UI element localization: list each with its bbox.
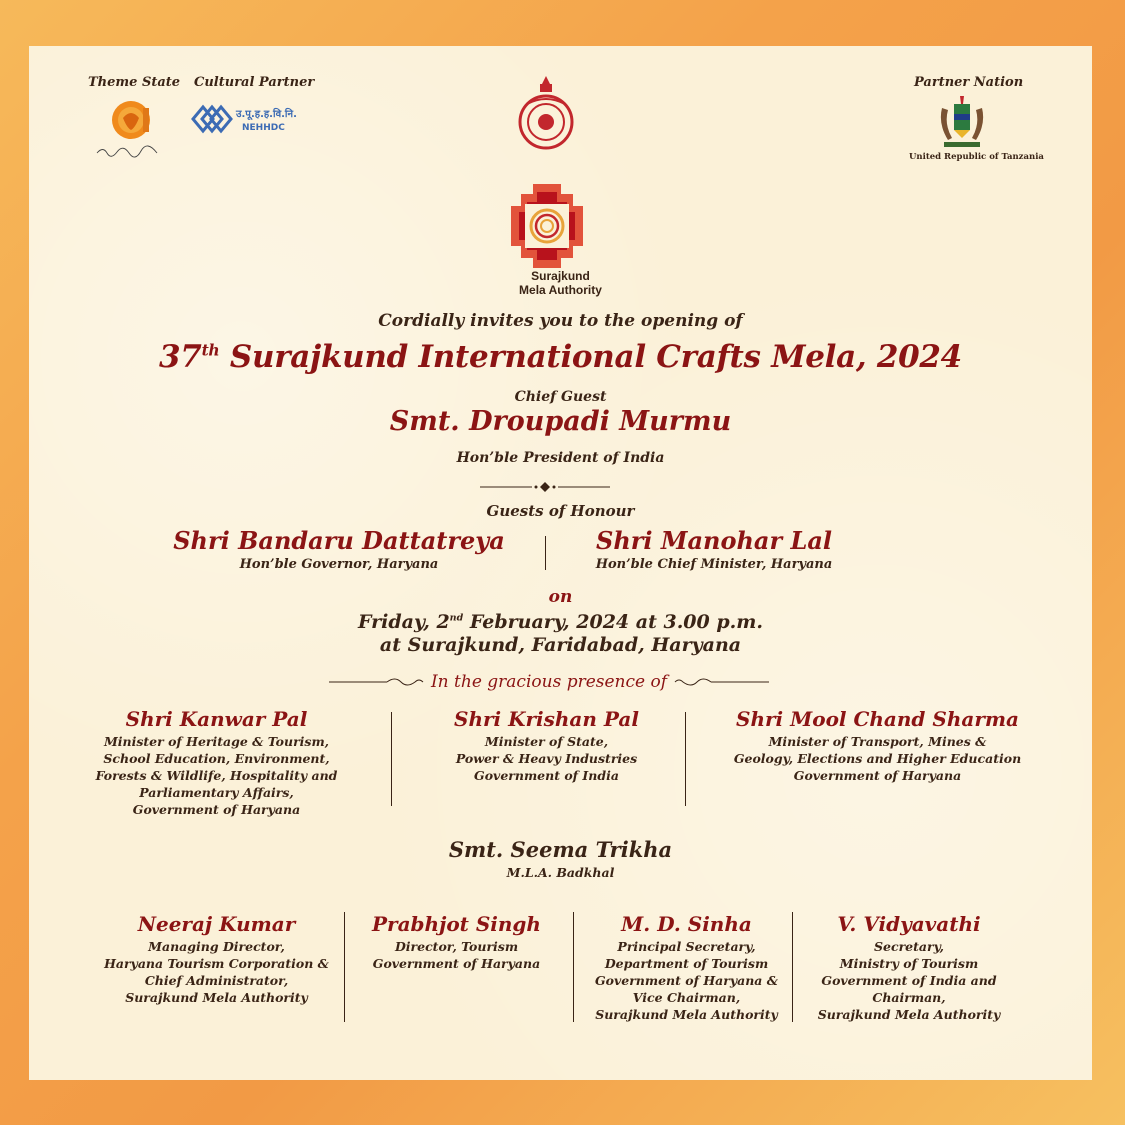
role-line: Forests & Wildlife, Hospitality and: [95, 768, 338, 783]
invitation-card: [29, 46, 1092, 1080]
role-line: Principal Secretary,: [617, 939, 756, 954]
role-line: Chairman,: [872, 990, 946, 1005]
guests-of-honour-label: Guests of Honour: [486, 502, 635, 520]
cultural-partner-label: Cultural Partner: [194, 75, 315, 90]
date-ordinal: nd: [449, 612, 464, 624]
divider-line: [545, 536, 546, 570]
guest-of-honour-2: [569, 526, 859, 572]
role-line: School Education, Environment,: [103, 751, 330, 766]
event-number: 37: [159, 339, 202, 375]
theme-state-label: Theme State: [88, 75, 181, 90]
official-3: [589, 910, 784, 1023]
minister-1: [89, 705, 344, 818]
official-role: [589, 938, 784, 1023]
role-line: Minister of Transport, Mines &: [768, 734, 987, 749]
minister-name: Shri Kanwar Pal: [125, 707, 308, 731]
minister-role: [429, 733, 664, 784]
role-line: Vice Chairman,: [632, 990, 741, 1005]
official-role: [359, 938, 554, 972]
divider-line: [344, 912, 345, 1022]
tanzania-coat-of-arms-icon: [934, 94, 990, 150]
divider-line: [391, 712, 392, 806]
role-line: Surajkund Mela Authority: [125, 990, 308, 1005]
partner-nation-name: United Republic of Tanzania: [909, 152, 1044, 162]
role-line: Government of Haryana: [132, 802, 301, 817]
mla-name: Smt. Seema Trikha: [448, 837, 673, 862]
role-line: Ministry of Tourism: [839, 956, 979, 971]
minister-role: [705, 733, 1050, 784]
role-line: Parliamentary Affairs,: [139, 785, 294, 800]
role-line: Government of Haryana: [793, 768, 962, 783]
partner-nation-label: Partner Nation: [914, 75, 1024, 90]
role-line: Government of India and: [821, 973, 997, 988]
presence-divider: [329, 672, 769, 694]
official-name: Neeraj Kumar: [137, 912, 296, 936]
date-rest: February, 2024 at 3.00 p.m.: [463, 611, 763, 633]
role-line: Secretary,: [873, 939, 944, 954]
guest-of-honour-title: Hon’ble Chief Minister, Haryana: [595, 557, 833, 572]
official-name: Prabhjot Singh: [372, 912, 541, 936]
authority-line-1: Surajkund: [531, 269, 590, 283]
divider-line: [685, 712, 686, 806]
minister-2: [429, 705, 664, 784]
minister-3: [705, 705, 1050, 784]
guest-of-honour-name: Shri Bandaru Dattatreya: [173, 526, 505, 555]
role-line: Managing Director,: [148, 939, 285, 954]
cultural-partner-hindi: उ.पू.ह.ह.वि.नि.: [236, 109, 297, 120]
official-4: [809, 910, 1009, 1023]
mla-title: M.L.A. Badkhal: [506, 865, 615, 880]
event-title: [29, 339, 1092, 375]
official-role: [809, 938, 1009, 1023]
chief-guest-label: Chief Guest: [514, 389, 607, 405]
role-line: Department of Tourism: [604, 956, 769, 971]
guest-of-honour-1: [149, 526, 529, 572]
surajkund-mela-authority-logo-icon: [503, 182, 591, 270]
haryana-emblem-icon: [517, 74, 575, 152]
gujarat-lion-logo-icon: [109, 98, 153, 142]
event-title-text: Surajkund International Crafts Mela, 2024: [229, 339, 962, 375]
role-line: Surajkund Mela Authority: [595, 1007, 778, 1022]
role-line: Minister of State,: [484, 734, 609, 749]
role-line: Power & Heavy Industries: [455, 751, 638, 766]
chief-guest-title: Hon’ble President of India: [456, 450, 665, 466]
guest-of-honour-name: Shri Manohar Lal: [595, 526, 832, 555]
divider-line: [573, 912, 574, 1022]
role-line: Government of Haryana &: [594, 973, 779, 988]
event-venue: at Surajkund, Faridabad, Haryana: [379, 634, 742, 656]
role-line: Government of India: [474, 768, 619, 783]
cultural-partner-abbr: NEHHDC: [242, 123, 285, 133]
role-line: Haryana Tourism Corporation &: [104, 956, 329, 971]
divider-line: [792, 912, 793, 1022]
authority-line-2: Mela Authority: [519, 283, 602, 297]
minister-name: Shri Mool Chand Sharma: [736, 707, 1019, 731]
official-role: [89, 938, 344, 1006]
role-line: Minister of Heritage & Tourism,: [103, 734, 330, 749]
official-2: [359, 910, 554, 972]
ornament-divider-icon: [480, 478, 610, 490]
official-name: M. D. Sinha: [621, 912, 752, 936]
presence-label: In the gracious presence of: [430, 672, 668, 692]
role-line: Government of Haryana: [372, 956, 541, 971]
minister-role: [89, 733, 344, 818]
event-ordinal: th: [201, 340, 220, 360]
role-line: Geology, Elections and Higher Education: [733, 751, 1022, 766]
official-1: [89, 910, 344, 1006]
date-on: on: [548, 587, 573, 607]
minister-name: Shri Krishan Pal: [454, 707, 639, 731]
chief-guest-name: Smt. Droupadi Murmu: [389, 406, 732, 437]
official-name: V. Vidyavathi: [837, 912, 981, 936]
role-line: Director, Tourism: [394, 939, 519, 954]
event-date: [29, 611, 1092, 633]
role-line: Chief Administrator,: [144, 973, 289, 988]
nehhdc-logo-icon: [191, 101, 233, 137]
role-line: Surajkund Mela Authority: [817, 1007, 1001, 1022]
authority-name: [29, 269, 1092, 297]
guest-of-honour-title: Hon’ble Governor, Haryana: [239, 557, 439, 572]
invite-line: Cordially invites you to the opening of: [378, 311, 743, 331]
date-day: Friday, 2: [358, 611, 450, 633]
signature-icon: [95, 143, 159, 157]
